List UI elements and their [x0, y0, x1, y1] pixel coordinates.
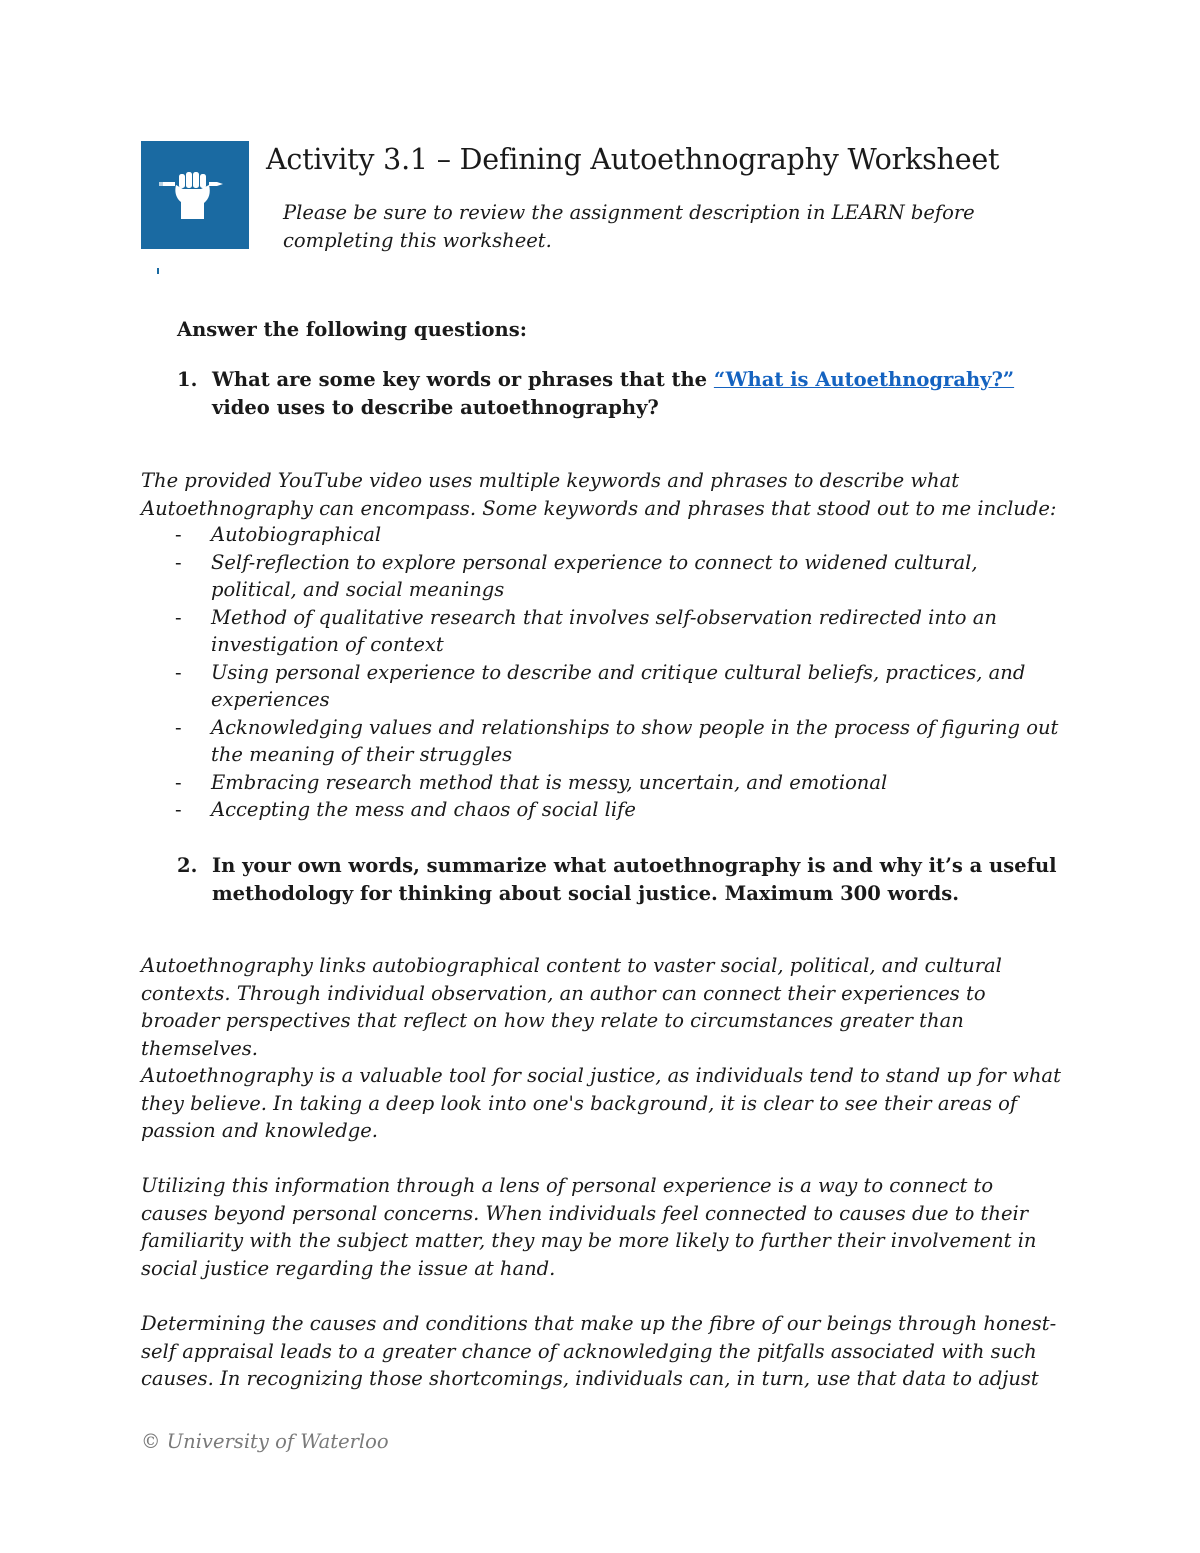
video-link[interactable]: “What is Autoethnograhy?” [713, 368, 1015, 391]
question-2-number: 2. [177, 854, 198, 877]
list-item-text: Autobiographical [211, 523, 382, 546]
answer-2-paragraph-4: Determining the causes and conditions that make up the fibre of our beings through honest-self appraisal leads to a greater chance of acknowledging the pitfalls associated with such causes. In recognizing those shortcomings, individuals can, in turn, use that data to adjust [141, 1312, 1057, 1390]
question-1-text-after: video uses to describe autoethnography? [212, 396, 659, 419]
decorative-tick [157, 268, 159, 274]
list-item [141, 604, 1061, 659]
bullet-dash: - [175, 660, 182, 684]
bullet-dash: - [175, 550, 182, 574]
question-2-text: In your own words, summarize what autoethnography is and why it’s a useful methodology for thinking about social justice. Maximum 300 words. [212, 854, 1057, 905]
list-item-text: Accepting the mess and chaos of social life [211, 798, 636, 821]
bullet-dash: - [175, 798, 182, 821]
answer-1-intro: The provided YouTube video uses multiple keywords and phrases to describe what Autoethnography can encompass. Some keywords and phrases that stood out to me include: [141, 469, 1057, 520]
bullet-dash: - [175, 523, 182, 546]
list-item-text: Self-reflection to explore personal experience to connect to widened cultural, political, and social meanings [211, 550, 978, 601]
instructions-heading: Answer the following questions: [177, 318, 527, 341]
question-1-text [212, 366, 1072, 422]
list-item-text: Using personal experience to describe and critique cultural beliefs, practices, and experiences [211, 660, 1026, 711]
raised-fist-pen-icon [141, 141, 249, 249]
question-1-text-before: What are some key words or phrases that the [212, 368, 714, 391]
answer-2-paragraph-1: Autoethnography links autobiographical content to vaster social, political, and cultural contexts. Through individual observation, an author can connect their experiences to broader perspectives that reflect on how they relate to circumstances greater than themselves. [141, 954, 1002, 1060]
list-item-text: Acknowledging values and relationships to show people in the process of figuring out the meaning of their struggles [211, 715, 1059, 766]
list-item [141, 659, 1061, 714]
keyword-list [141, 521, 1061, 824]
page-subtitle: Please be sure to review the assignment description in LEARN before completing this worksheet. [283, 201, 975, 252]
list-item-text: Method of qualitative research that involves self-observation redirected into an investigation of context [211, 605, 997, 656]
question-1-number: 1. [177, 368, 198, 391]
answer-2-paragraph-2: Autoethnography is a valuable tool for social justice, as individuals tend to stand up for what they believe. In taking a deep look into one's background, it is clear to see their areas of passion and knowledge. [141, 1064, 1061, 1142]
answer-2-paragraph-3: Utilizing this information through a lens of personal experience is a way to connect to causes beyond personal concerns. When individuals feel connected to causes due to their familiarity with the subject matter, they may be more likely to further their involvement in social justice regarding the issue at hand. [141, 1174, 1037, 1280]
list-item [141, 796, 1061, 824]
bullet-dash: - [175, 770, 182, 794]
list-item [141, 714, 1061, 769]
list-item [141, 769, 1061, 797]
bullet-dash: - [175, 605, 182, 629]
list-item [141, 549, 1061, 604]
logo [141, 141, 249, 249]
page-title: Activity 3.1 – Defining Autoethnography Worksheet [266, 143, 1000, 176]
list-item-text: Embracing research method that is messy, uncertain, and emotional [211, 770, 888, 794]
bullet-dash: - [175, 715, 182, 739]
footer-copyright: © University of Waterloo [141, 1430, 389, 1453]
list-item [141, 521, 1061, 549]
